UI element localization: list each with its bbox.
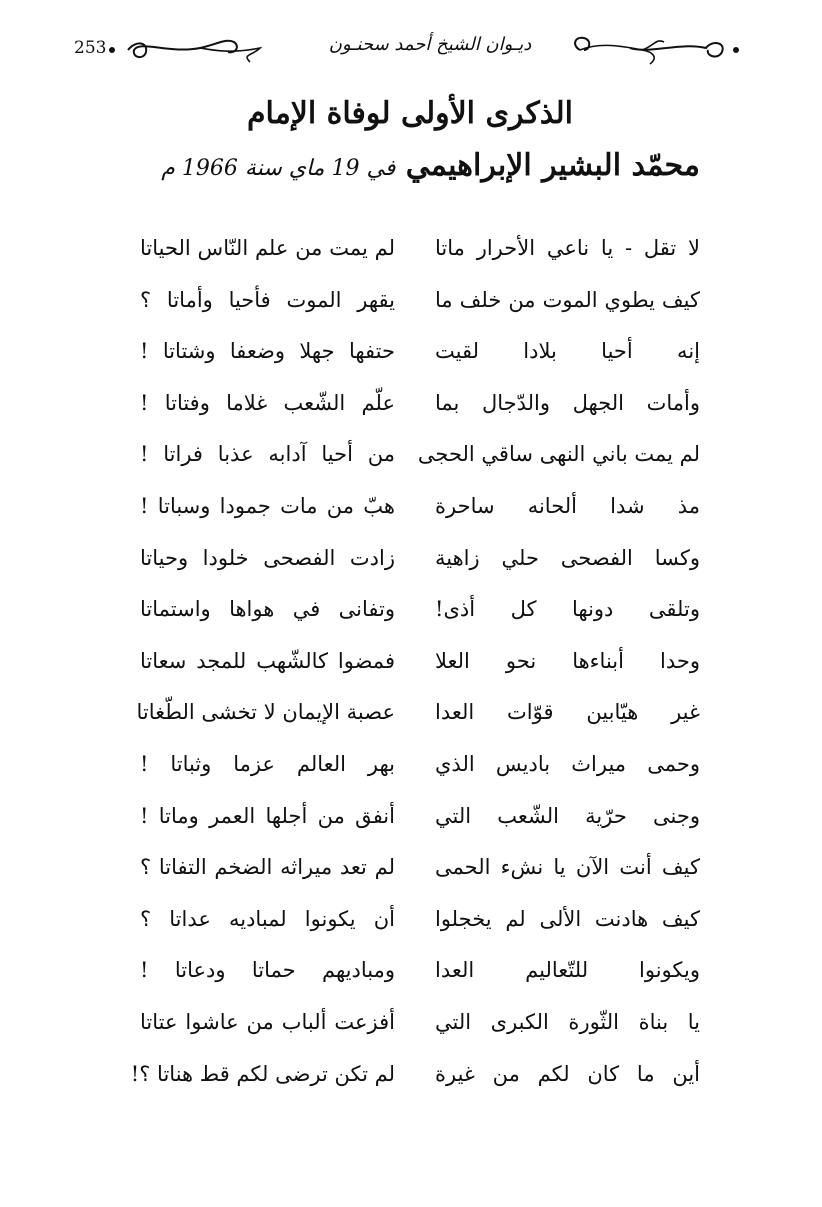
first-hemistich: إنه أحيا بلادا لقيت <box>435 339 700 364</box>
second-hemistich: عصبة الإيمان لا تخشى الطّغاتا <box>136 700 395 725</box>
first-hemistich: وكسا الفصحى حلي زاهية <box>435 545 700 570</box>
verse <box>120 952 710 1004</box>
subtitle-name: محمّد البشير الإبراهيمي <box>405 148 700 183</box>
first-hemistich: لم يمت باني النهى ساقي الحجى <box>417 442 700 467</box>
first-hemistich: غير هيّابين قوّات العدا <box>435 700 700 725</box>
second-hemistich: زادت الفصحى خلودا وحياتا <box>140 545 395 570</box>
second-hemistich: لم تكن ترضى لكم قط هناتا ؟! <box>130 1061 395 1086</box>
left-ornament-icon <box>100 28 270 68</box>
poem-title: الذكرى الأولى لوفاة الإمام <box>246 96 573 131</box>
first-hemistich: كيف أنت الآن يا نشء الحمى <box>435 855 700 880</box>
verse <box>120 746 710 798</box>
second-hemistich: أنفق من أجلها العمر وماتا ! <box>140 803 395 828</box>
verse <box>120 230 710 282</box>
first-hemistich: لا تقل - يا ناعي الأحرار ماتا <box>435 236 700 260</box>
running-title: ديـوان الشيخ أحمد سحنـون <box>328 34 532 55</box>
first-hemistich: وتلقى دونها كل أذى! <box>435 597 700 622</box>
page-number: 253 <box>74 38 107 58</box>
second-hemistich: ومباديهم حماتا ودعاتا ! <box>140 958 395 983</box>
first-hemistich: وحدا أبناءها نحو العلا <box>435 648 700 673</box>
second-hemistich: بهر العالم عزما وثباتا ! <box>140 751 395 776</box>
second-hemistich: علّم الشّعب غلاما وفتاتا ! <box>140 390 395 415</box>
first-hemistich: وأمات الجهل والدّجال بما <box>435 390 700 415</box>
second-hemistich: يقهر الموت فأحيا وأماتا ؟ <box>140 287 395 312</box>
first-hemistich: وجنى حرّية الشّعب التي <box>435 803 700 828</box>
verse <box>120 436 710 488</box>
second-hemistich: حتفها جهلا وضعفا وشتاتا ! <box>140 339 395 364</box>
poem-body <box>120 230 710 1107</box>
right-ornament-icon <box>570 28 750 68</box>
verse <box>120 488 710 540</box>
second-hemistich: لم تعد ميراثه الضخم التفاتا ؟ <box>140 855 395 880</box>
verse <box>120 643 710 695</box>
first-hemistich: ويكونوا للتّعاليم العدا <box>435 958 700 983</box>
verse <box>120 591 710 643</box>
first-hemistich: كيف هادنت الألى لم يخجلوا <box>435 906 700 931</box>
verse <box>120 1056 710 1108</box>
first-hemistich: مذ شدا ألحانه ساحرة <box>435 493 700 518</box>
second-hemistich: لم يمت من علم النّاس الحياتا <box>140 236 395 260</box>
poem-subtitle <box>80 148 700 183</box>
first-hemistich: يا بناة الثّورة الكبرى التي <box>435 1009 700 1034</box>
verse <box>120 540 710 592</box>
second-hemistich: وتفانى في هواها واستماتا <box>140 597 395 622</box>
first-hemistich: أين ما كان لكم من غيرة <box>435 1061 700 1086</box>
verse <box>120 901 710 953</box>
page-header <box>0 22 822 72</box>
verse <box>120 333 710 385</box>
first-hemistich: وحمى ميراث باديس الذي <box>435 751 700 776</box>
second-hemistich: هبّ من مات جمودا وسباتا ! <box>140 493 395 518</box>
verse <box>120 282 710 334</box>
verse <box>120 798 710 850</box>
second-hemistich: أن يكونوا لمباديه عداتا ؟ <box>140 906 395 931</box>
verse <box>120 385 710 437</box>
verse <box>120 1004 710 1056</box>
second-hemistich: فمضوا كالشّهب للمجد سعاتا <box>140 648 395 673</box>
second-hemistich: أفزعت ألباب من عاشوا عتاتا <box>140 1009 395 1034</box>
verse <box>120 849 710 901</box>
verse <box>120 694 710 746</box>
poem-date: في 19 ماي سنة 1966 م <box>161 156 396 181</box>
second-hemistich: من أحيا آدابه عذبا فراتا ! <box>140 442 395 467</box>
first-hemistich: كيف يطوي الموت من خلف ما <box>435 287 700 312</box>
